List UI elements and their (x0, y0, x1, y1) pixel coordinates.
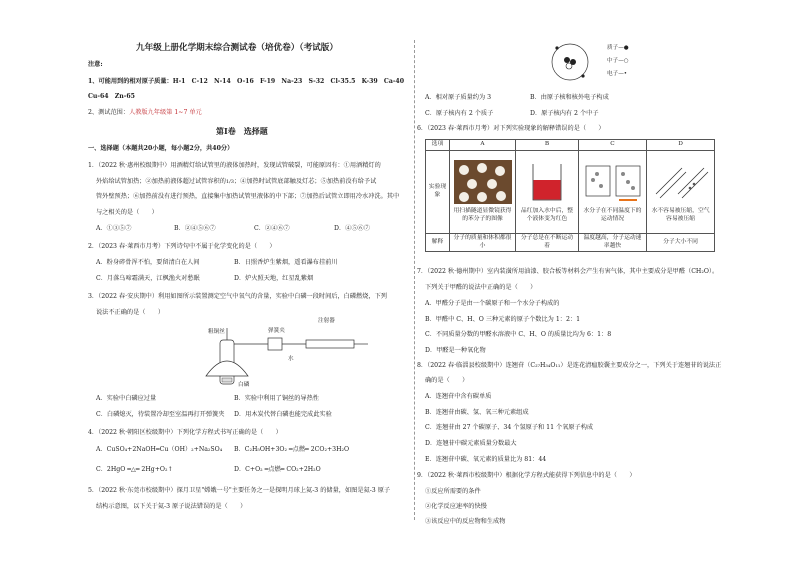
q6-col-option: 选项 (426, 140, 450, 151)
q2-stem: 2．（2023 春·莱西市月考）下列诗句中不属于化学变化的是（ ） (88, 243, 276, 250)
q6-col-d: D (647, 140, 715, 151)
q6-col-a: A (449, 140, 515, 151)
q6-explain-c: 温度越高，分子运动速率越快 (578, 233, 646, 252)
syringe-compress-image (652, 160, 710, 204)
note-1b: Cu-64 Zn-65 (88, 93, 135, 100)
q3-line2: 说法不正确的是（ ） (96, 309, 165, 316)
note-2-prefix: 2、测试范围： (88, 109, 130, 116)
q3-line1: 3．（2022 春·安庆期中）利用如图所示装置测定空气中氧气的含量，实验中白磷一段时间后，白磷燃烧，下列 (88, 293, 387, 300)
label-water: 水 (288, 356, 294, 362)
q6-col-b: B (516, 140, 579, 151)
q7-option-d: D．甲醛是一种氧化物 (425, 347, 486, 354)
q5-line2: 结构示意图，以下关于氦-3 原子说法错误的是（ ） (96, 503, 247, 510)
q2-option-b: B．日照香炉生紫烟，遥看瀑布挂前川 (234, 259, 338, 266)
q9-stem: 9．（2022 秋·莱西市校级期中）根据化学方程式能获得下列信息中的是（ ） (417, 472, 636, 479)
note-2 (88, 109, 202, 117)
q5-option-d: D．原子核内有 2 个中子 (530, 110, 599, 117)
q1-option-b: B．②④⑤⑥⑦ (174, 225, 216, 232)
q8-option-b: B．连翘苷由碳、氢、氧三种元素组成 (425, 409, 529, 416)
q6-header-row (426, 140, 715, 151)
q4-option-b: B．C₂H₅OH+3O₂ ═点燃═ 2CO₂+3H₂O (234, 446, 350, 453)
legend-neutron: 中子—○ (607, 58, 629, 64)
q4-stem: 4．（2022 秋·朝阳区校级期中）下列化学方程式书写正确的是（ ） (88, 429, 282, 436)
electron-2 (581, 74, 584, 77)
q6-exp-row (426, 150, 715, 233)
label-phosphorus: 白磷 (238, 382, 250, 388)
q8-option-e: E．连翘苷中碳、氧元素的质量比为 81：44 (425, 456, 547, 463)
q9-item-3: ③该反应中的反应物和生成物 (425, 518, 506, 525)
q6-row-label-explain: 解释 (426, 233, 450, 252)
syringe (306, 340, 354, 348)
notice-label: 注意: (88, 61, 103, 68)
q2-option-d: D．炉火照天地，红星乱紫烟 (234, 275, 314, 282)
q4-option-c: C．2HgO ═△═ 2Hg+O₂↑ (96, 466, 173, 473)
note-1a: 1、可能用到的相对原子质量：H-1 C-12 N-14 O-16 F-19 Na-23 S-32 Cl-35.5 K-39 Ca-40 (88, 78, 405, 85)
q6-cell-b: 品红加入水中后，整个液体变为红色 (516, 150, 579, 233)
q8-option-a: A．连翘苷中含有碳单质 (425, 393, 492, 400)
q3-option-b: B．实验中利用了铜丝的导热性 (234, 395, 319, 402)
column-divider (414, 40, 415, 520)
q6-stem: 6．（2023 春·莱西市月考）对下列实验现象的解释错误的是（ ） (417, 125, 605, 132)
q5-option-b: B．由原子核和核外电子构成 (530, 94, 609, 101)
q6-cell-d: 水不容易被压缩，空气容易被压缩 (647, 150, 715, 233)
note-2-range: 人教版九年级第 1~7 单元 (129, 109, 202, 116)
q7-option-b: B．甲醛中 C、H、O 三种元素的原子个数比为 1：2：1 (425, 316, 581, 323)
water-molecules-image (583, 160, 643, 204)
water-beaker (206, 361, 248, 376)
q1-line3: 管外壁预热；⑥加热前没有进行预热，直接集中加热试管里液体的中下部；⑦加热后试管立即用冷水冲洗。其中 (96, 193, 400, 200)
q7-line1: 7．（2022 秋·德州期中）室内装潢所用油漆、胶合板等材料会产生有害气体，其中主要成分是甲醛（CH₂O）。 (417, 268, 719, 275)
q6-col-c: C (578, 140, 646, 151)
label-syringe: 注射器 (318, 318, 335, 324)
page-title: 九年级上册化学期末综合测试卷（培优卷）（考试版） (136, 43, 338, 53)
q9-item-2: ②化学反应速率的快慢 (425, 503, 487, 510)
q3-option-a: A．实验中白磷应过量 (96, 395, 157, 402)
benzene-image (454, 160, 512, 204)
q9-item-1: ①反应所需要的条件 (425, 488, 481, 495)
q4-option-a: A．CuSO₄+2NaOH═Cu（OH）₂+Na₂SO₄ (96, 446, 223, 453)
q5-line1: 5．（2022 秋·东莞市校级期中）探月卫星"嫦娥一号"主要任务之一是探明月球上氦-3 的储量，如图是氦-3 原子 (88, 487, 391, 494)
proton-1 (564, 57, 570, 63)
electron-1 (555, 46, 558, 49)
q5-option-c: C．原子核内有 2 个质子 (425, 110, 494, 117)
phosphorus (222, 378, 232, 382)
q6-table (425, 139, 715, 252)
q3-option-c: C．白磷熄灭，待装置冷却至室温再打开弹簧夹 (96, 411, 225, 418)
q7-option-c: C．不同质量分数的甲醛水溶液中 C、H、O 的质量比均为 6：1：8 (425, 331, 612, 338)
q6-explain-row (426, 233, 715, 252)
q7-line2: 下列关于甲醛的说法中正确的是（ ） (425, 284, 537, 291)
neutron (566, 63, 572, 69)
label-spring-clamp: 弹簧夹 (268, 328, 285, 334)
q1-line1: 1．（2022 秋·惠州校级期中）用酒精灯给试管里的液体加热时，发现试管破裂，可能原因有：①用酒精灯的 (88, 162, 381, 169)
legend-proton: 质子—● (607, 45, 629, 51)
q6-explain-d: 分子大小不同 (647, 233, 715, 252)
q3-option-d: D．用木炭代替白磷也能完成此实验 (234, 411, 332, 418)
section-heading: 第Ⅰ卷 选择题 (216, 126, 268, 136)
q8-line2: 确的是（ ） (425, 377, 469, 384)
q1-line2: 外焰给试管加热；②加热前液体超过试管容积的1/3；④加热时试管底部触及灯芯；⑤加热前没有给予试 (96, 178, 377, 185)
q6-cell-a: 用扫描隧道显微镜获得的苯分子的图像 (449, 150, 515, 233)
part-heading: 一、选择题（本题共20小题，每小题2分，共40分） (88, 145, 234, 152)
q1-option-a: A．①③⑤⑦ (96, 225, 132, 232)
atom-diagram (545, 40, 595, 84)
label-copper-rod: 粗铜丝 (208, 329, 225, 335)
q8-option-c: C．连翘苷由 27 个碳原子、34 个氢原子和 11 个氧原子构成 (425, 424, 594, 431)
legend-electron: 电子—• (607, 71, 628, 77)
beaker-red-image (527, 160, 567, 204)
q6-explain-a: 分子的质量和体积都很小 (449, 233, 515, 252)
q8-option-d: D．连翘苷中碳元素质量分数最大 (425, 440, 517, 447)
spring-clamp (268, 338, 282, 350)
q1-option-c: C．②④⑥⑦ (254, 225, 290, 232)
q6-explain-b: 分子总是在不断运动着 (516, 233, 579, 252)
q1-line4: 与之相关的是（ ） (96, 209, 158, 216)
q2-option-a: A．粉身碎骨浑不怕，要留清白在人间 (96, 259, 200, 266)
q6-row-label-exp: 实验现象 (426, 150, 450, 233)
q6-cell-c: 水分子在不同温度下的运动情况 (578, 150, 646, 233)
q2-option-c: C．月落乌啼霜满天，江枫渔火对愁眠 (96, 275, 200, 282)
q8-line1: 8．（2022 春·临淄县校级期中）连翘苷（C₂₇H₃₄O₁₁）是连花清瘟胶囊主要成分之一，下列关于连翘苷的说法正 (417, 362, 722, 369)
q7-option-a: A．甲醛分子是由一个碳原子和一个水分子构成的 (425, 300, 560, 307)
q4-option-d: D．C+O₂ ═点燃═ CO₂+2H₂O (234, 466, 321, 473)
q1-option-d: D．④⑤⑥⑦ (334, 225, 370, 232)
q5-option-a: A．相对原子质量约为 3 (425, 94, 492, 101)
